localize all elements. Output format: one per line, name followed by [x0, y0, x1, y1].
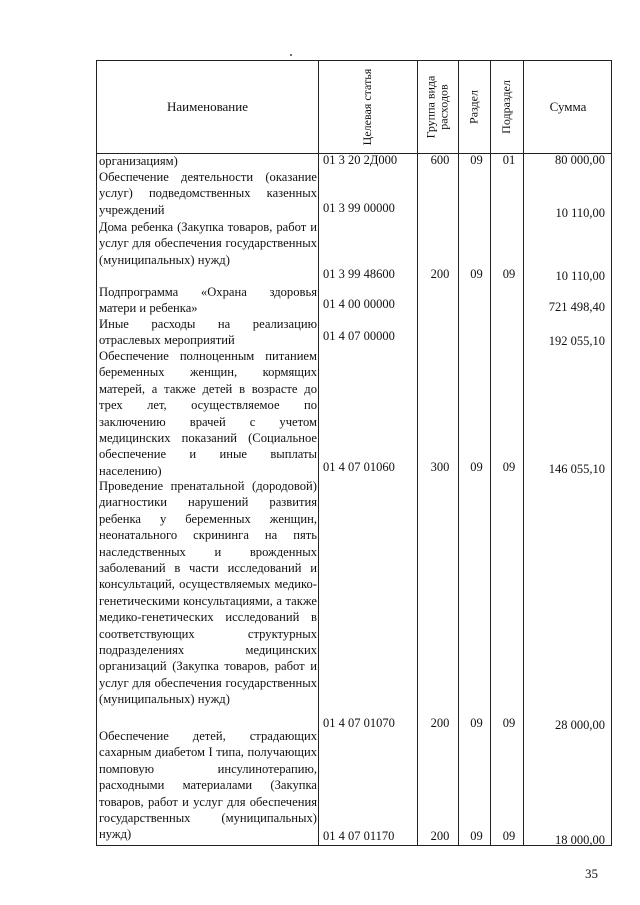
row-group: 600: [430, 153, 450, 167]
row-description: организациям): [99, 154, 178, 168]
budget-table: [96, 60, 612, 846]
row-sum: 192 055,10: [548, 334, 605, 348]
header-section: Раздел: [466, 90, 481, 124]
header-name-cell: [97, 61, 318, 153]
header-group: Группа вида расходов: [423, 75, 451, 139]
row-sum: 28 000,00: [555, 718, 605, 732]
row-subsection: 09: [502, 267, 516, 281]
header-target: Целевая статья: [360, 68, 374, 146]
row-description: Дома ребенка (Закупка товаров, работ и услуг для обеспечения государственных (муниципальных) нужд): [99, 220, 317, 267]
page-number: 35: [585, 866, 598, 881]
row-description: Проведение пренатальной (дородовой) диагностики нарушений развития ребенка у беременных женщин, неонатального скрининга на пять наследственных и врожденных заболеваний в части исследований и консультаций, осуществляемых медико-генетическими консультациями, а также медико-генетических исследований в соответствующих структурных подразделениях медицинских организаций (Закупка товаров, работ и услуг для обеспечения государственных (муниципальных) нужд): [99, 479, 317, 707]
row-target-code: 01 3 20 2Д000: [323, 153, 398, 167]
row-target-code: 01 4 07 01170: [323, 829, 395, 843]
row-sum: 80 000,00: [555, 153, 605, 167]
row-subsection: 09: [502, 716, 516, 730]
header-sum: Сумма: [549, 99, 587, 114]
header-name: Наименование: [167, 99, 248, 114]
row-subsection: 09: [502, 460, 516, 474]
row-description: Обеспечение деятельности (оказание услуг) подведомственных казенных учреждений: [99, 170, 317, 217]
scan-speck: [290, 54, 292, 56]
col-separator: [318, 61, 319, 845]
row-group: 300: [430, 460, 450, 474]
header-subsection: Подраздел: [499, 80, 513, 134]
row-target-code: 01 3 99 00000: [323, 201, 395, 215]
row-target-code: 01 4 00 00000: [323, 297, 395, 311]
row-description: Подпрограмма «Охрана здоровья матери и ребенка»: [99, 285, 317, 316]
row-description: Иные расходы на реализацию отраслевых мероприятий: [99, 317, 317, 348]
row-section: 09: [470, 716, 483, 730]
row-subsection: 01: [502, 153, 516, 167]
row-target-code: 01 3 99 48600: [323, 267, 395, 281]
row-target-code: 01 4 07 00000: [323, 329, 395, 343]
row-sum: 10 110,00: [555, 269, 605, 283]
header-sum-cell: [523, 61, 613, 153]
row-section: 09: [470, 153, 483, 167]
row-subsection: 09: [502, 829, 516, 843]
row-group: 200: [430, 267, 450, 281]
row-section: 09: [470, 267, 483, 281]
row-sum: 721 498,40: [548, 300, 605, 314]
row-group: 200: [430, 716, 450, 730]
row-sum: 146 055,10: [548, 462, 605, 476]
row-section: 09: [470, 460, 483, 474]
row-description: Обеспечение детей, страдающих сахарным диабетом I типа, получающих помповую инсулинотерапию, расходными материалами (Закупка товаров, работ и услуг для обеспечения государственных (муниципальных) нужд): [99, 729, 317, 842]
row-sum: 10 110,00: [555, 206, 605, 220]
row-group: 200: [430, 829, 450, 843]
col-separator: [417, 61, 418, 845]
row-target-code: 01 4 07 01060: [323, 460, 395, 474]
row-target-code: 01 4 07 01070: [323, 716, 395, 730]
row-description: Обеспечение полноценным питанием беременных женщин, кормящих матерей, а также детей в возрасте до трех лет, осуществляемое по заключению врачей с учетом медицинских показаний (Социальное обеспечение и иные выплаты населению): [99, 349, 317, 478]
row-sum: 18 000,00: [555, 833, 605, 847]
row-section: 09: [470, 829, 483, 843]
